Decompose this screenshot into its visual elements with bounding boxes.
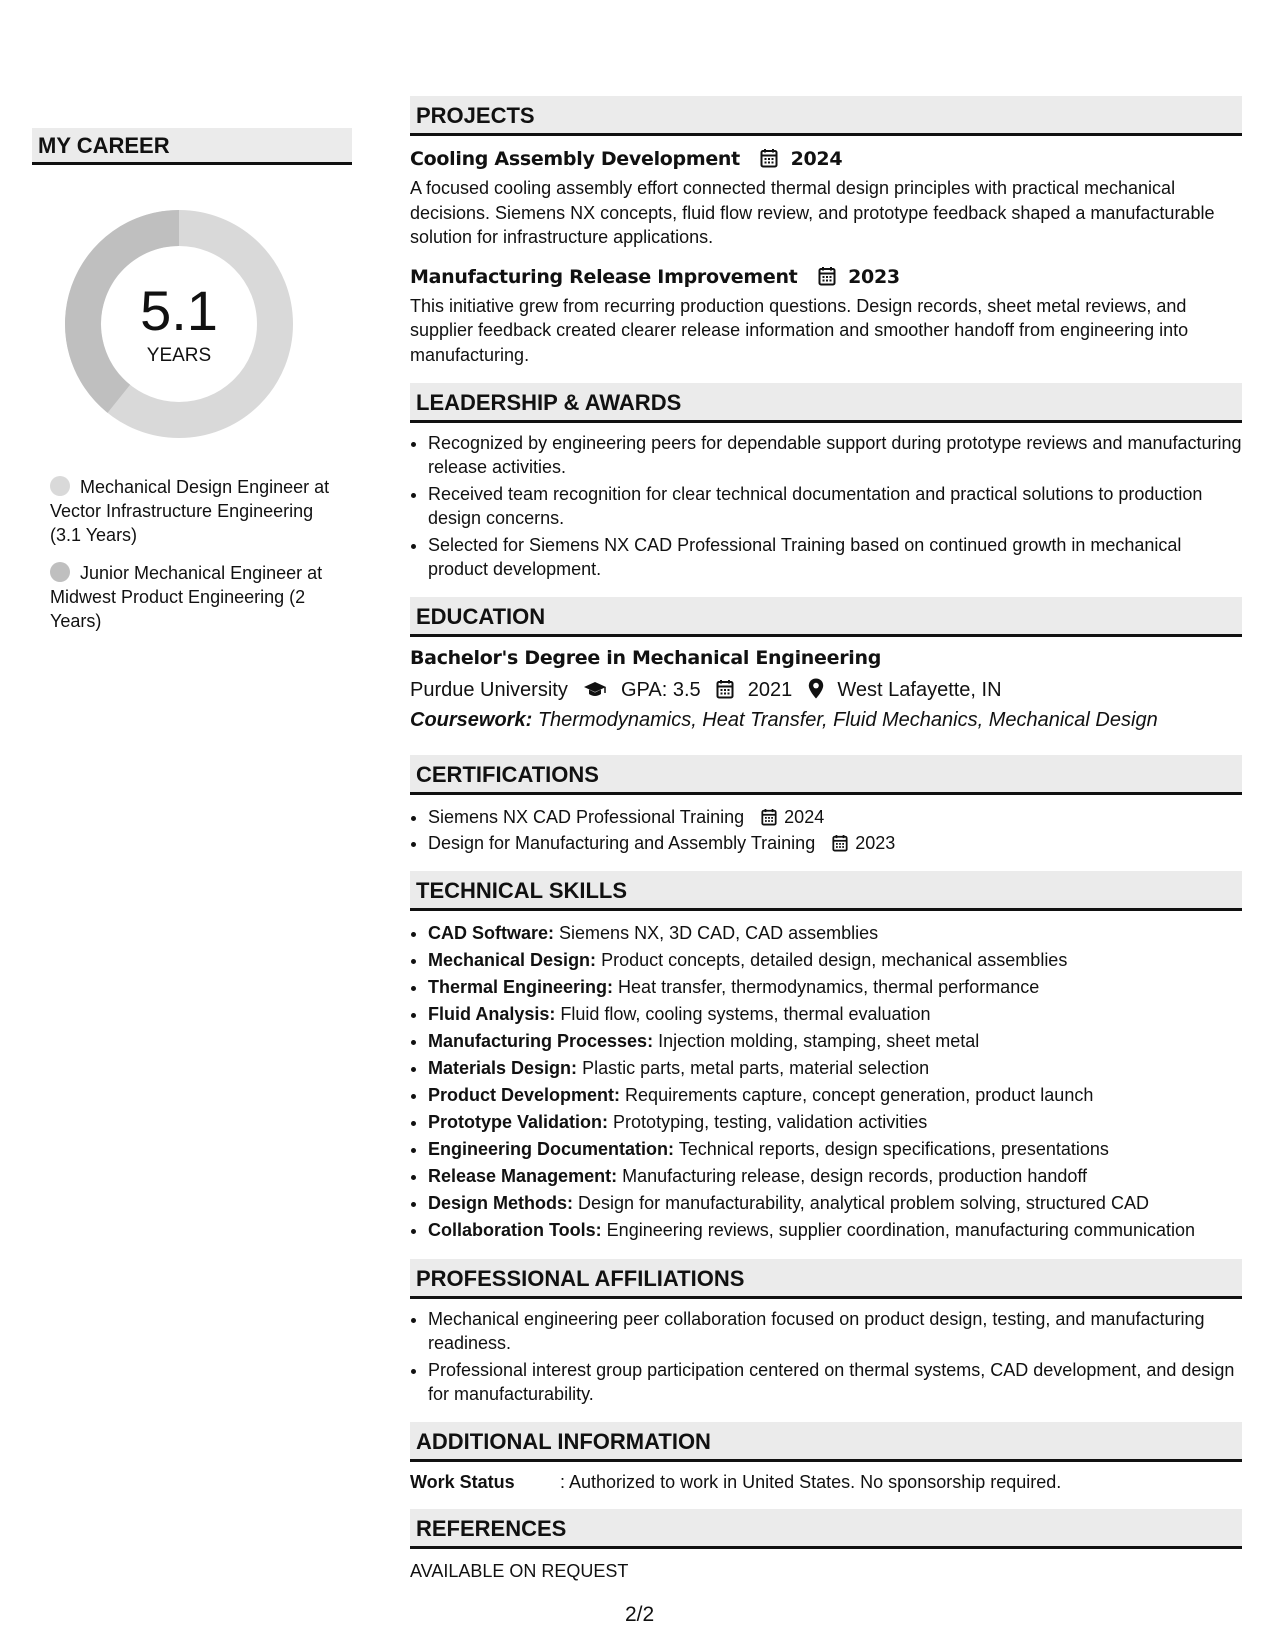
- certification-name: Design for Manufacturing and Assembly Training: [428, 833, 816, 853]
- projects-heading: PROJECTS: [410, 96, 1242, 136]
- skill-value: Plastic parts, metal parts, material selection: [582, 1058, 930, 1078]
- certifications-list: [410, 805, 1242, 855]
- skill-value: Injection molding, stamping, sheet metal: [658, 1031, 980, 1051]
- page-number: 2/2: [625, 1603, 655, 1626]
- project-year: 2024: [790, 148, 843, 170]
- work-status-row: [410, 1472, 1242, 1493]
- calendar-icon: [818, 266, 836, 286]
- skill-value: Heat transfer, thermodynamics, thermal performance: [618, 977, 1040, 997]
- project-description: This initiative grew from recurring production questions. Design records, sheet metal reviews, and supplier feedback created clearer release information and smoother handoff from engineering into manufacturing.: [410, 295, 1189, 365]
- career-heading: MY CAREER: [32, 128, 352, 165]
- calendar-icon: [760, 148, 778, 168]
- list-item: • Received team recognition for clear technical documentation and practical solutions to production design concerns.: [428, 482, 1242, 530]
- skill-value: Design for manufacturability, analytical problem solving, structured CAD: [578, 1193, 1149, 1213]
- certification-year: 2024: [784, 807, 825, 827]
- skill-label: CAD Software:: [428, 923, 555, 943]
- skill-value: Prototyping, testing, validation activities: [613, 1112, 928, 1132]
- references-heading: REFERENCES: [410, 1509, 1242, 1549]
- education-details: [410, 677, 1242, 703]
- list-item: • Selected for Siemens NX CAD Professional Training based on continued growth in mechanical product development.: [428, 533, 1242, 581]
- skill-value: Fluid flow, cooling systems, thermal evaluation: [560, 1004, 931, 1024]
- project-title-row: [410, 264, 1242, 290]
- skill-item: [428, 975, 1242, 1000]
- references-text: AVAILABLE ON REQUEST: [410, 1561, 629, 1581]
- career-donut-chart: [64, 209, 294, 439]
- leadership-section: [410, 383, 1242, 581]
- education-coursework: [410, 707, 1242, 733]
- list-item: • Recognized by engineering peers for dependable support during prototype reviews and manufacturing release activities.: [428, 431, 1242, 479]
- skill-value: Engineering reviews, supplier coordination, manufacturing communication: [606, 1220, 1195, 1240]
- calendar-icon: [716, 679, 734, 699]
- skill-label: Materials Design:: [428, 1058, 578, 1078]
- additional-section: [410, 1422, 1242, 1493]
- skill-label: Thermal Engineering:: [428, 977, 614, 997]
- education-section: [410, 597, 1242, 733]
- graduation-cap-icon: [583, 681, 607, 699]
- education-year: 2021: [747, 679, 793, 701]
- project-title-row: [410, 146, 1242, 172]
- skills-list: [410, 921, 1242, 1243]
- skill-value: Siemens NX, 3D CAD, CAD assemblies: [559, 923, 879, 943]
- skill-item: [428, 948, 1242, 973]
- skill-item: [428, 1083, 1242, 1108]
- skill-item: [428, 1002, 1242, 1027]
- list-item: [428, 805, 1242, 829]
- project-title: Cooling Assembly Development: [410, 148, 740, 170]
- career-job-text: Junior Mechanical Engineer at Midwest Product Engineering (2 Years): [50, 563, 323, 631]
- calendar-icon: [832, 834, 848, 852]
- affiliations-section: [410, 1259, 1242, 1406]
- affiliations-list: [410, 1307, 1242, 1406]
- skill-item: [428, 1164, 1242, 1189]
- skill-label: Manufacturing Processes:: [428, 1031, 654, 1051]
- skill-label: Prototype Validation:: [428, 1112, 609, 1132]
- certifications-heading: CERTIFICATIONS: [410, 755, 1242, 795]
- main-content: [410, 96, 1242, 1598]
- skill-value: Technical reports, design specifications, presentations: [678, 1139, 1109, 1159]
- skill-label: Mechanical Design:: [428, 950, 597, 970]
- education-location: West Lafayette, IN: [837, 679, 1002, 701]
- leadership-list: [410, 431, 1242, 581]
- education-school: Purdue University: [410, 679, 568, 701]
- skill-item: [428, 1029, 1242, 1054]
- career-job-text: Mechanical Design Engineer at Vector Infrastructure Engineering (3.1 Years): [50, 477, 330, 545]
- list-item: • Professional interest group participation centered on thermal systems, CAD development, and design for manufacturability.: [428, 1358, 1242, 1406]
- additional-heading: ADDITIONAL INFORMATION: [410, 1422, 1242, 1462]
- skill-label: Release Management:: [428, 1166, 618, 1186]
- list-item: [428, 831, 1242, 855]
- work-status-value: : Authorized to work in United States. No sponsorship required.: [560, 1472, 1062, 1492]
- certification-name: Siemens NX CAD Professional Training: [428, 807, 745, 827]
- affiliations-heading: PROFESSIONAL AFFILIATIONS: [410, 1259, 1242, 1299]
- skill-item: [428, 1056, 1242, 1081]
- career-job-item: [50, 561, 330, 633]
- coursework-label: Coursework:: [410, 709, 533, 731]
- skill-item: [428, 921, 1242, 946]
- education-heading: EDUCATION: [410, 597, 1242, 637]
- skill-value: Product concepts, detailed design, mechanical assemblies: [601, 950, 1068, 970]
- work-status-label: Work Status: [410, 1472, 515, 1492]
- location-pin-icon: [808, 678, 824, 699]
- project-description: A focused cooling assembly effort connected thermal design principles with practical mechanical decisions. Siemens NX concepts, fluid flow review, and prototype feedback shaped a manufacturable solution for infrastructure applications.: [410, 178, 1215, 247]
- skill-label: Collaboration Tools:: [428, 1220, 602, 1240]
- list-item: • Mechanical engineering peer collaboration focused on product design, testing, and manufacturing readiness.: [428, 1307, 1242, 1355]
- skill-label: Product Development:: [428, 1085, 621, 1105]
- skill-value: Requirements capture, concept generation, product launch: [625, 1085, 1094, 1105]
- education-gpa: GPA: 3.5: [620, 679, 701, 701]
- career-years-unit: YEARS: [146, 345, 212, 366]
- skill-label: Design Methods:: [428, 1193, 574, 1213]
- legend-dot-icon: [50, 476, 70, 496]
- certifications-section: [410, 755, 1242, 855]
- career-job-list: [32, 475, 352, 633]
- certification-year: 2023: [855, 833, 896, 853]
- leadership-heading: LEADERSHIP & AWARDS: [410, 383, 1242, 423]
- project-year: 2023: [848, 265, 900, 288]
- career-total-years: 5.1: [140, 279, 218, 342]
- skill-item: [428, 1110, 1242, 1135]
- career-sidebar: [32, 128, 352, 647]
- skills-section: [410, 871, 1242, 1243]
- education-degree: Bachelor's Degree in Mechanical Engineering: [410, 647, 882, 669]
- skill-label: Engineering Documentation:: [428, 1139, 675, 1159]
- career-job-item: [50, 475, 330, 547]
- skills-heading: TECHNICAL SKILLS: [410, 871, 1242, 911]
- skill-item: [428, 1191, 1242, 1216]
- skill-value: Manufacturing release, design records, production handoff: [622, 1166, 1088, 1186]
- references-section: [410, 1509, 1242, 1582]
- skill-item: [428, 1218, 1242, 1243]
- coursework-list: Thermodynamics, Heat Transfer, Fluid Mechanics, Mechanical Design: [537, 709, 1158, 731]
- calendar-icon: [761, 808, 777, 826]
- legend-dot-icon: [50, 562, 70, 582]
- projects-section: [410, 96, 1242, 367]
- skill-item: [428, 1137, 1242, 1162]
- project-title: Manufacturing Release Improvement: [410, 265, 798, 288]
- skill-label: Fluid Analysis:: [428, 1004, 556, 1024]
